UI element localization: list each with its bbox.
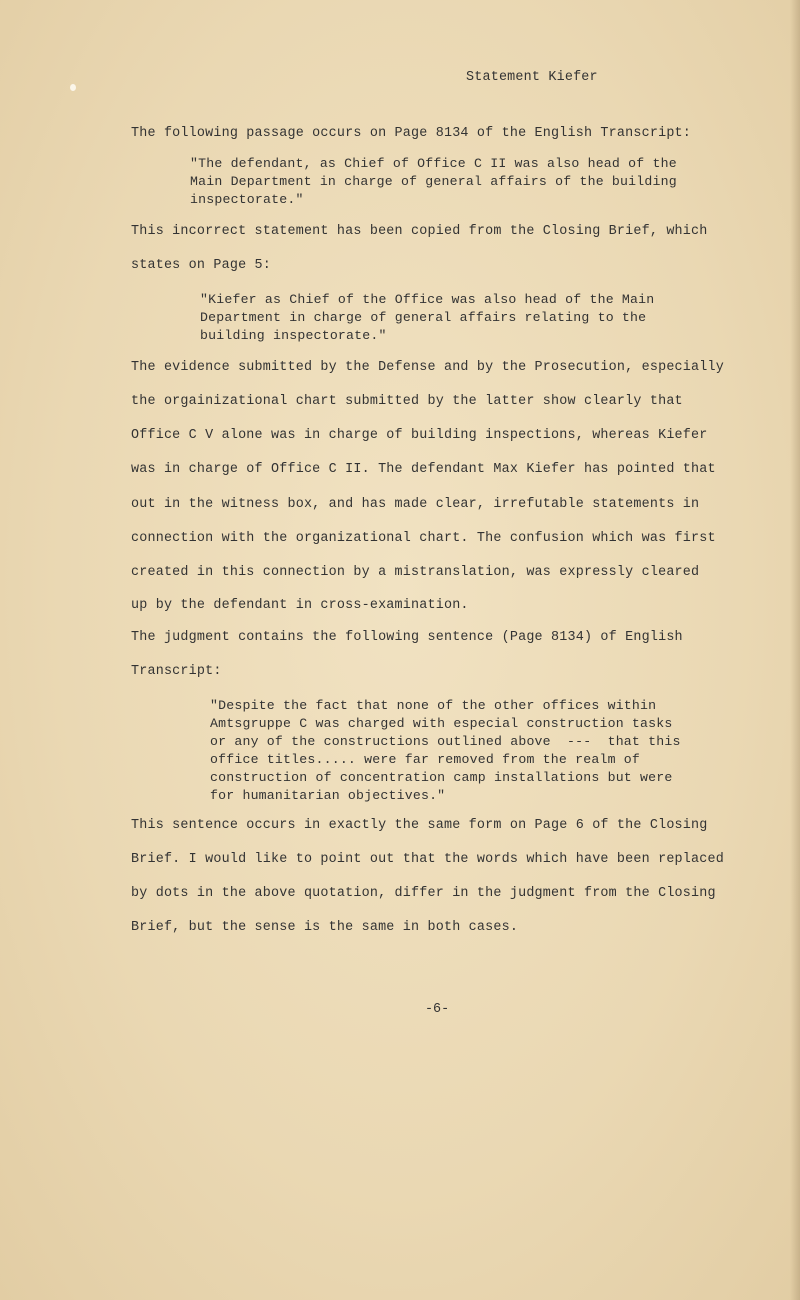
- text-line: Brief. I would like to point out that the words which have been replaced: [131, 852, 724, 867]
- quote-line: "Despite the fact that none of the other offices within: [210, 698, 657, 713]
- quote-line: Amtsgruppe C was charged with especial construction tasks: [210, 716, 673, 731]
- quote-line: for humanitarian objectives.": [210, 788, 446, 803]
- quote-line: inspectorate.": [190, 192, 304, 207]
- quote-line: "The defendant, as Chief of Office C II was also head of the: [190, 156, 677, 171]
- page-number: -6-: [425, 1002, 450, 1017]
- text-line: was in charge of Office C II. The defendant Max Kiefer has pointed that: [131, 462, 716, 477]
- text-line: up by the defendant in cross-examination.: [131, 598, 469, 613]
- text-line: Brief, but the sense is the same in both cases.: [131, 920, 519, 935]
- text-line: This incorrect statement has been copied from the Closing Brief, which: [131, 224, 708, 239]
- text-line: The judgment contains the following sentence (Page 8134) of English: [131, 630, 683, 645]
- quote-line: "Kiefer as Chief of the Office was also head of the Main: [200, 292, 655, 307]
- quote-line: Department in charge of general affairs relating to the: [200, 310, 647, 325]
- text-line: This sentence occurs in exactly the same form on Page 6 of the Closing: [131, 818, 708, 833]
- punch-hole: [70, 84, 76, 91]
- text-line: created in this connection by a mistranslation, was expressly cleared: [131, 565, 700, 580]
- text-line: states on Page 5:: [131, 258, 272, 273]
- text-line: by dots in the above quotation, differ in the judgment from the Closing: [131, 886, 716, 901]
- text-line: The following passage occurs on Page 8134 of the English Transcript:: [131, 126, 692, 141]
- text-line: out in the witness box, and has made clear, irrefutable statements in: [131, 497, 700, 512]
- quote-line: Main Department in charge of general affairs of the building: [190, 174, 677, 189]
- paper-edge-shadow: [790, 0, 800, 1300]
- text-line: Office C V alone was in charge of building inspections, whereas Kiefer: [131, 428, 708, 443]
- text-line: The evidence submitted by the Defense and by the Prosecution, especially: [131, 360, 724, 375]
- text-line: connection with the organizational chart. The confusion which was first: [131, 531, 716, 546]
- text-line: Transcript:: [131, 664, 222, 679]
- quote-line: building inspectorate.": [200, 328, 387, 343]
- quote-line: construction of concentration camp installations but were: [210, 770, 673, 785]
- quote-line: or any of the constructions outlined above --- that this: [210, 734, 681, 749]
- text-line: the orgainizational chart submitted by the latter show clearly that: [131, 394, 683, 409]
- quote-line: office titles..... were far removed from the realm of: [210, 752, 641, 767]
- document-header: Statement Kiefer: [466, 70, 598, 85]
